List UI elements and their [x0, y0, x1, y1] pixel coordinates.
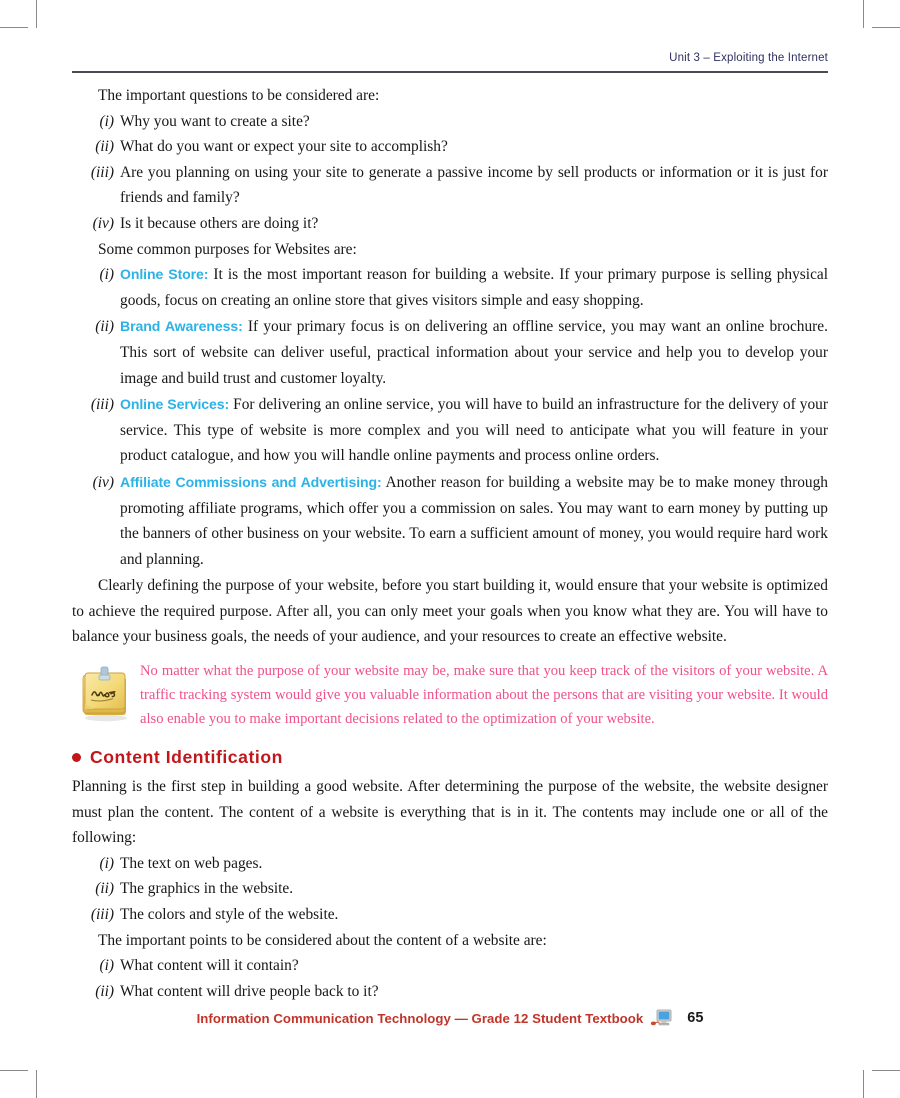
list-text: The text on web pages.	[120, 854, 263, 872]
points-lead: The important points to be considered about the content of a website are:	[98, 931, 547, 949]
list-item	[72, 392, 828, 469]
note-pad-icon	[74, 663, 136, 725]
list-text: What do you want or expect your site to accomplish?	[120, 138, 448, 156]
computer-icon	[650, 1008, 674, 1028]
list-marker: (i)	[99, 957, 114, 975]
page-footer	[72, 1008, 828, 1028]
list-item	[72, 902, 828, 928]
list-text: What content will drive people back to it?	[120, 982, 379, 1000]
list-item	[72, 160, 828, 211]
list-text: Are you planning on using your site to generate a passive income by sell products or information or it is just for friends and family?	[120, 163, 828, 207]
list-item	[72, 876, 828, 902]
list-text: What content will it contain?	[120, 957, 299, 975]
section-heading	[72, 747, 828, 768]
crop-mark-bottom-left-horizontal	[0, 1070, 28, 1071]
list-item	[72, 470, 828, 572]
list-item	[72, 134, 828, 160]
page-content	[72, 83, 828, 1004]
list-item	[72, 314, 828, 391]
list-text: If your primary focus is on delivering an offline service, you may want an online brochure. This sort of website can deliver useful, practical information about your service and help you to develop your image and build trust and customer loyalty.	[120, 318, 828, 387]
list-marker: (iii)	[90, 163, 114, 181]
list-text: For delivering an online service, you will have to build an infrastructure for the delivery of your service. This type of website is more complex and you will need to anticipate what you will feature in your product catalogue, and how you will handle online payments and process online orders.	[120, 396, 828, 465]
questions-list	[72, 109, 828, 237]
list-marker: (ii)	[95, 318, 114, 336]
list-text: It is the most important reason for building a website. If your primary purpose is selling physical goods, focus on creating an online store that gives visitors simple and easy shopping.	[120, 266, 829, 309]
textbook-page	[72, 0, 828, 1098]
list-item	[72, 262, 828, 313]
crop-mark-bottom-right-vertical	[863, 1070, 864, 1098]
purpose-term: Affiliate Commissions and Advertising:	[120, 473, 382, 490]
purpose-term: Online Services:	[120, 396, 230, 413]
list-item	[72, 953, 828, 979]
header-rule	[72, 71, 828, 73]
list-marker: (iii)	[90, 906, 114, 924]
crop-mark-top-right-vertical	[863, 0, 864, 28]
contents-list	[72, 851, 828, 928]
section-paragraph: Planning is the first step in building a good website. After determining the purpose of the website, the website designer must plan the content. The content of a website is everything that is in it. The contents may include one or all of the following:	[72, 778, 828, 847]
closing-paragraph: Clearly defining the purpose of your website, before you start building it, would ensure that your website is optimized to achieve the required purpose. After all, you can only meet your goals when you know what they are. You will have to balance your business goals, the needs of your audience, and your resources to create an effective website.	[72, 577, 828, 646]
list-marker: (i)	[99, 266, 114, 284]
list-text: Is it because others are doing it?	[120, 214, 319, 232]
list-text: Another reason for building a website may be to make money through promoting affiliate programs, which offer you a commission on sales. You may want to earn money by putting up the banners of other business on your website. To earn a sufficient amount of money, you would require hard work and planning.	[120, 473, 828, 568]
section-title: Content Identification	[90, 747, 283, 768]
crop-mark-bottom-right-horizontal	[872, 1070, 900, 1071]
list-item	[72, 851, 828, 877]
crop-mark-bottom-left-vertical	[36, 1070, 37, 1098]
list-marker: (i)	[99, 854, 114, 872]
purpose-term: Online Store:	[120, 266, 209, 283]
list-text: Why you want to create a site?	[120, 112, 310, 130]
list-marker: (iii)	[90, 396, 114, 414]
purposes-list	[72, 262, 828, 572]
list-text: The colors and style of the website.	[120, 906, 339, 924]
intro-lead: The important questions to be considered are:	[98, 87, 380, 104]
crop-mark-top-left-vertical	[36, 0, 37, 28]
list-marker: (iv)	[92, 473, 114, 491]
list-item	[72, 979, 828, 1005]
list-marker: (i)	[99, 112, 114, 130]
footer-title: Information Communication Technology — Grade 12 Student Textbook	[196, 1010, 644, 1026]
list-item	[72, 109, 828, 135]
list-item	[72, 211, 828, 237]
bullet-icon	[72, 753, 81, 762]
list-marker: (ii)	[95, 880, 114, 898]
purposes-lead: Some common purposes for Websites are:	[98, 240, 357, 258]
running-head: Unit 3 – Exploiting the Internet	[669, 52, 828, 64]
list-marker: (ii)	[95, 138, 114, 156]
points-list	[72, 953, 828, 1004]
purpose-term: Brand Awareness:	[120, 318, 243, 335]
list-text: The graphics in the website.	[120, 880, 294, 898]
crop-mark-top-left-horizontal	[0, 27, 28, 28]
list-marker: (ii)	[95, 982, 114, 1000]
note-text: No matter what the purpose of your website may be, make sure that you keep track of the visitors of your website. A traffic tracking system would give you valuable information about the persons that are visiting your website. It would also enable you to make important decisions related to the optimization of your website.	[140, 663, 828, 728]
note-callout	[72, 657, 828, 731]
page-number: 65	[687, 1010, 704, 1026]
crop-mark-top-right-horizontal	[872, 27, 900, 28]
list-marker: (iv)	[92, 214, 114, 232]
